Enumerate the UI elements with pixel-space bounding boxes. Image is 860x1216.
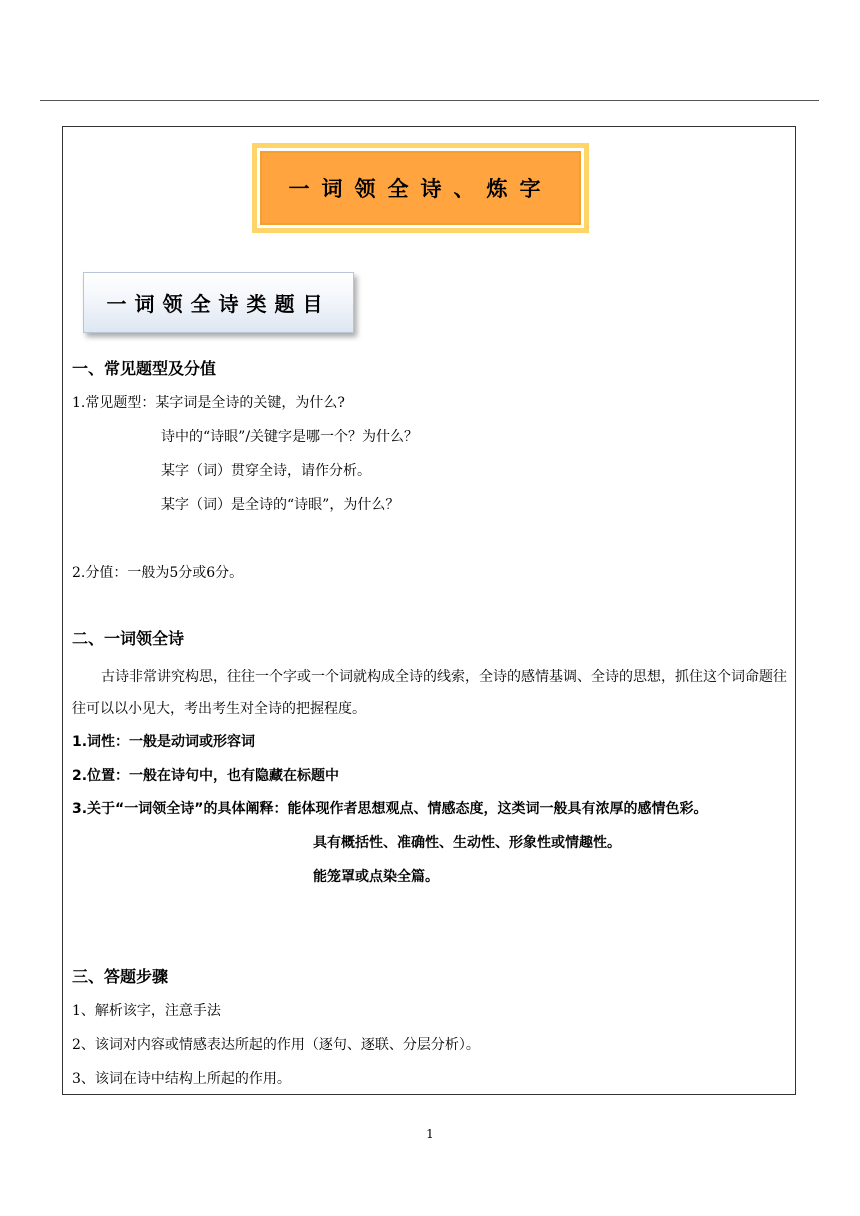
score-value: 2.分值：一般为5分或6分。 (72, 565, 244, 581)
step-1: 1、解析该字，注意手法 (72, 1003, 221, 1019)
header-rule (40, 100, 819, 101)
point-explanation-label: 3.关于“一词领全诗”的具体阐释： (72, 801, 288, 817)
question-type-3: 某字（词）贯穿全诗，请作分析。 (161, 463, 371, 479)
title-banner (252, 143, 589, 233)
section-subtitle: 一词领全诗类题目 (83, 272, 354, 333)
question-type-4: 某字（词）是全诗的“诗眼”，为什么？ (161, 497, 400, 513)
step-2: 2、该词对内容或情感表达所起的作用（逐句、逐联、分层分析）。 (72, 1037, 480, 1053)
section2-paragraph: 古诗非常讲究构思，往往一个字或一个词就构成全诗的线索，全诗的感情基调、全诗的思想，抓住这个词命题往往可以以小见大，考出考生对全诗的把握程度。 (72, 669, 787, 717)
question-type-2: 诗中的“诗眼”/关键字是哪一个？为什么？ (161, 429, 419, 445)
point-explanation-first (72, 800, 707, 818)
step-3: 3、该词在诗中结构上所起的作用。 (72, 1071, 291, 1087)
section3-heading: 三、答题步骤 (72, 967, 169, 986)
point-part-of-speech: 1.词性：一般是动词或形容词 (72, 734, 256, 750)
section2-heading: 二、一词领全诗 (72, 629, 185, 648)
page-number: 1 (426, 1127, 434, 1141)
explanation-3: 能笼罩或点染全篇。 (313, 869, 439, 885)
question-type-first (72, 394, 345, 412)
point-position: 2.位置：一般在诗句中，也有隐藏在标题中 (72, 768, 340, 784)
explanation-1: 能体现作者思想观点、情感态度，这类词一般具有浓厚的感情色彩。 (287, 801, 708, 817)
question-type-1: 某字词是全诗的关键，为什么? (155, 395, 345, 411)
page-title: 一词领全诗、炼字 (260, 151, 581, 225)
question-type-label: 1.常见题型： (72, 395, 156, 411)
explanation-2: 具有概括性、准确性、生动性、形象性或情趣性。 (313, 835, 621, 851)
section1-heading: 一、常见题型及分值 (72, 359, 217, 378)
